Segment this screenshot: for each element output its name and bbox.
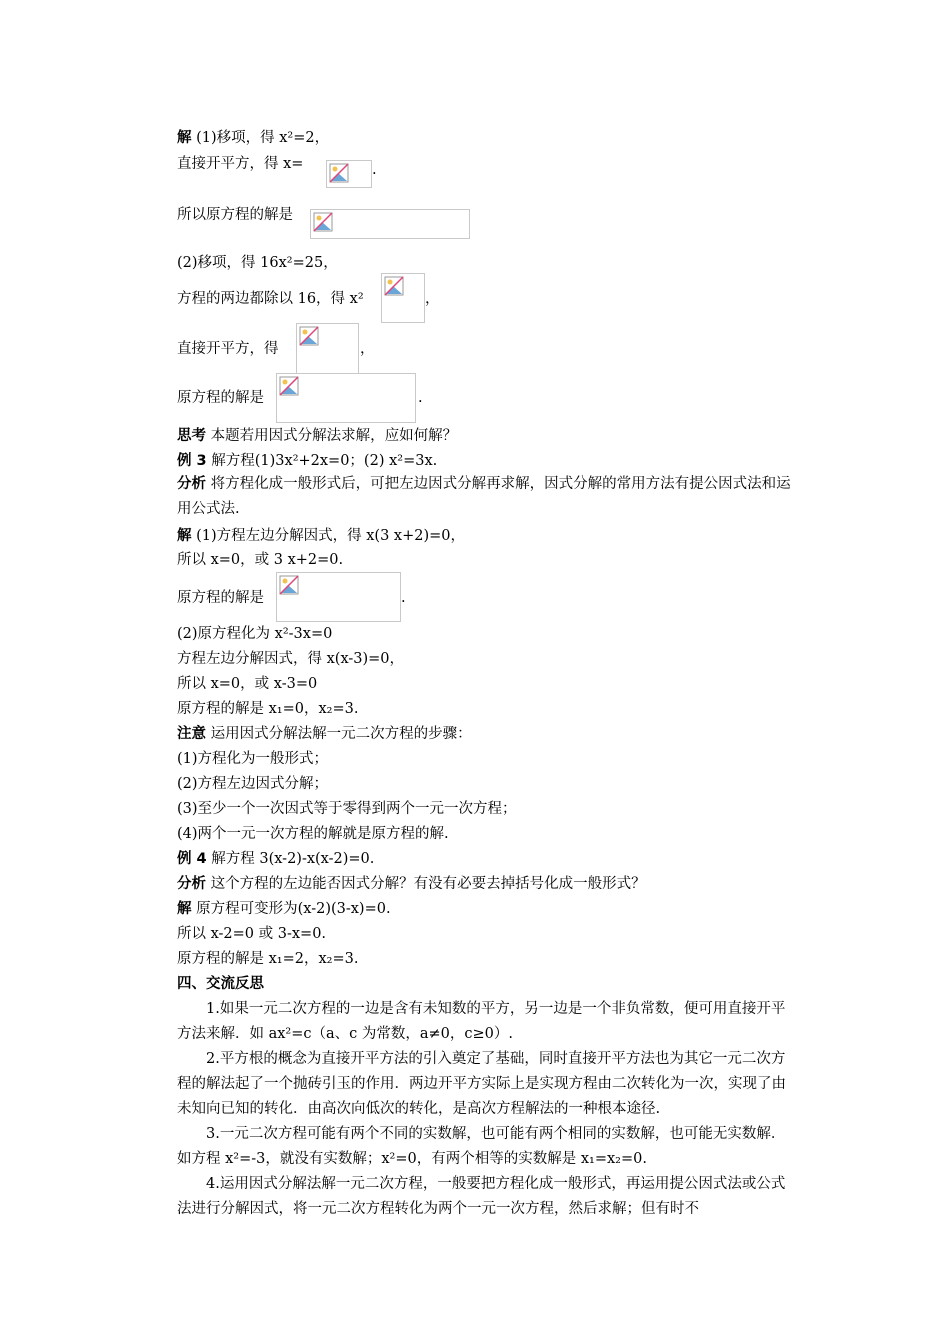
line-answer-4: 原方程的解是 x₁=0，x₂=3. <box>177 701 359 717</box>
line-solution-3 <box>177 526 465 546</box>
line-solution-1 <box>177 128 329 148</box>
line-text: 运用因式分解法解一元二次方程的步骤： <box>206 726 472 742</box>
line-so-1: 所以 x=0，或 3 x+2=0. <box>177 552 344 568</box>
line-answer-3: 原方程的解是 <box>177 590 264 606</box>
line-text: 直接开平方，得 x= <box>177 156 304 172</box>
line-solution-4 <box>177 899 391 919</box>
reflection-paragraph-4: 4.运用因式分解法解一元二次方程，一般要把方程化成一般形式，再运用提公因式法或公式法进行分解因式，将一元二次方程转化为两个一元一次方程，然后求解；但有时不 <box>177 1176 786 1217</box>
period: . <box>372 162 377 178</box>
line-so-2: 所以 x=0，或 x-3=0 <box>177 676 318 692</box>
line-text: 解方程(1)3x²+2x=0；(2) x²=3x. <box>206 453 438 469</box>
label-solution: 解 <box>177 528 192 544</box>
line-sqrt-1 <box>177 154 303 174</box>
step-3: (3)至少一个一次因式等于零得到两个一元一次方程； <box>177 801 517 817</box>
step-2: (2)方程左边因式分解； <box>177 776 329 792</box>
line-step-2: (2)移项，得 16x²=25， <box>177 255 338 271</box>
label-example: 例 3 <box>177 453 207 469</box>
line-sqrt-2: 直接开平方，得 <box>177 341 279 357</box>
reflection-paragraph-2: 2.平方根的概念为直接开平方法的引入奠定了基础，同时直接开平方法也为其它一元二次方程的解法起了一个抛砖引玉的作用．两边开平方实际上是实现方程由二次转化为一次，实现了由未知向已知的转化．由高次向低次的转化，是高次方程解法的一种根本途径. <box>177 1051 786 1117</box>
line-think <box>177 426 457 446</box>
line-general-form: (2)原方程化为 x²-3x=0 <box>177 626 333 642</box>
line-text: 所以原方程的解是 <box>177 207 293 223</box>
line-answer-1 <box>177 205 293 225</box>
comma: ， <box>425 291 440 307</box>
line-answer-5: 原方程的解是 x₁=2，x₂=3. <box>177 951 359 967</box>
broken-image-icon <box>299 326 319 346</box>
period: . <box>401 590 406 606</box>
broken-image-icon <box>329 163 349 183</box>
label-solution: 解 <box>177 901 192 917</box>
analysis-paragraph <box>177 472 797 522</box>
line-analysis-4 <box>177 874 646 894</box>
step-1: (1)方程化为一般形式； <box>177 751 329 767</box>
missing-formula-image <box>296 323 359 374</box>
broken-image-icon <box>279 575 299 595</box>
step-4: (4)两个一元一次方程的解就是原方程的解. <box>177 826 449 842</box>
period: . <box>418 390 423 406</box>
line-note <box>177 724 472 744</box>
line-text: 将方程化成一般形式后，可把左边因式分解再求解，因式分解的常用方法有提公因式法和运用公式法. <box>177 476 791 517</box>
label-analysis: 分析 <box>177 876 206 892</box>
line-answer-2: 原方程的解是 <box>177 390 264 406</box>
label-solution: 解 <box>177 130 192 146</box>
line-text: 原方程可变形为(x-2)(3-x)=0. <box>191 901 391 917</box>
line-text: 解方程 3(x-2)-x(x-2)=0. <box>206 851 375 867</box>
line-text: (1)方程左边分解因式，得 x(3 x+2)=0， <box>191 528 466 544</box>
broken-image-icon <box>384 276 404 296</box>
reflection-paragraph-1: 1.如果一元二次方程的一边是含有未知数的平方，另一边是一个非负常数，便可用直接开平方法来解．如 ax²=c（a、c 为常数，a≠0，c≥0）. <box>177 1001 786 1042</box>
line-text: 本题若用因式分解法求解，应如何解？ <box>206 428 458 444</box>
label-analysis: 分析 <box>177 476 206 492</box>
line-factor: 方程左边分解因式，得 x(x-3)=0， <box>177 651 405 667</box>
label-note: 注意 <box>177 726 206 742</box>
section-heading: 四、交流反思 <box>177 976 264 992</box>
line-so-3: 所以 x-2=0 或 3-x=0. <box>177 926 327 942</box>
line-example-3 <box>177 451 437 471</box>
missing-formula-image <box>276 572 401 622</box>
line-example-4 <box>177 849 374 869</box>
line-divide: 方程的两边都除以 16，得 x² <box>177 291 364 307</box>
missing-formula-image <box>381 273 425 323</box>
missing-formula-image <box>326 160 372 188</box>
broken-image-icon <box>279 376 299 396</box>
label-example: 例 4 <box>177 851 207 867</box>
comma: ， <box>360 341 375 357</box>
broken-image-icon <box>313 212 333 232</box>
line-text: 这个方程的左边能否因式分解？有没有必要去掉括号化成一般形式？ <box>206 876 646 892</box>
missing-formula-image <box>310 209 470 239</box>
reflection-paragraph-3: 3.一元二次方程可能有两个不同的实数解，也可能有两个相同的实数解，也可能无实数解．如方程 x²=-3，就没有实数解；x²=0，有两个相等的实数解是 x₁=x₂=0. <box>177 1126 786 1167</box>
missing-formula-image <box>276 373 416 423</box>
label-think: 思考 <box>177 428 206 444</box>
line-text: (1)移项，得 x²=2， <box>191 130 330 146</box>
